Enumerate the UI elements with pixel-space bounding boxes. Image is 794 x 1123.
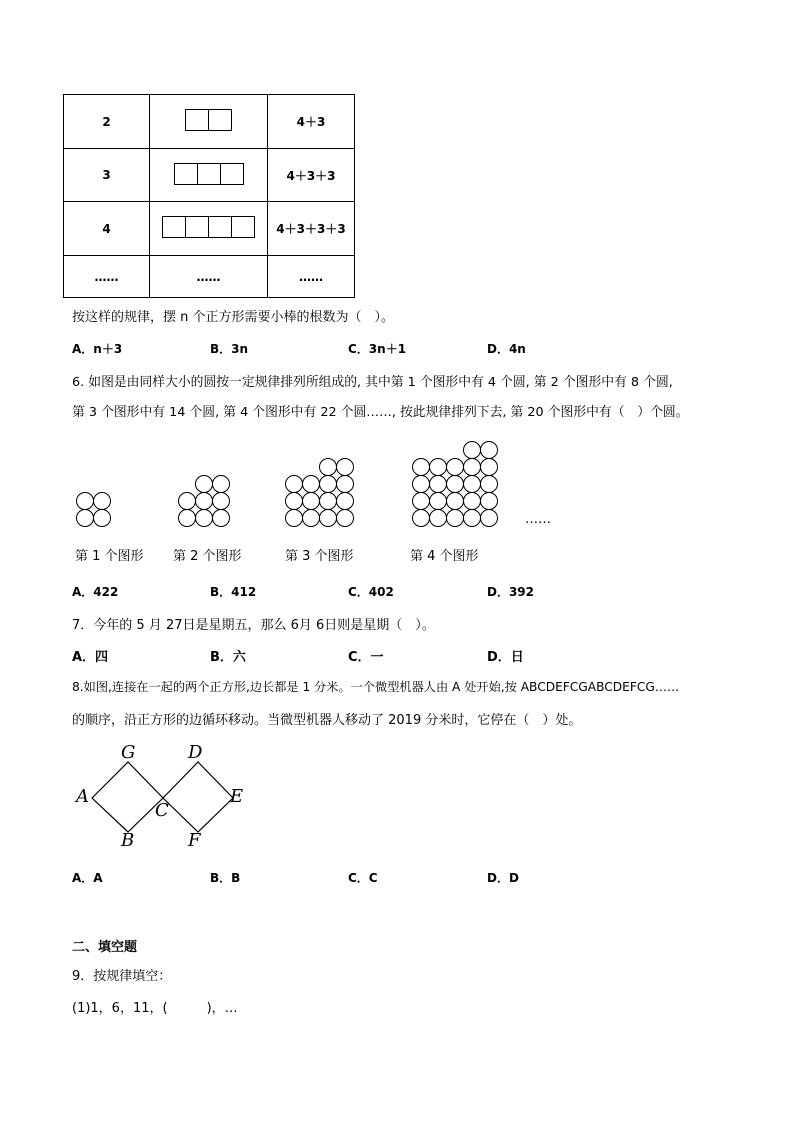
- q8-option-a[interactable]: A．A: [72, 871, 103, 885]
- circle-fig3: [286, 493, 303, 510]
- circle-fig4: [447, 459, 464, 476]
- figure-caption-3: 第 3 个图形: [285, 549, 354, 564]
- table-cell-n: 3: [64, 149, 150, 202]
- square-left: [92, 762, 163, 832]
- circle-fig4: [464, 510, 481, 527]
- table-cell-figure: [150, 149, 268, 202]
- q5-option-a[interactable]: A．n＋3: [72, 342, 123, 356]
- circle-fig4: [430, 510, 447, 527]
- q7-option-c[interactable]: C．一: [348, 650, 384, 665]
- circle-fig2: [196, 493, 213, 510]
- figure-caption-4: 第 4 个图形: [410, 549, 479, 564]
- q5-text: 按这样的规律，摆 n 个正方形需要小棒的根数为（ ）。: [72, 310, 395, 325]
- circle-fig4: [464, 459, 481, 476]
- circle-fig4: [430, 493, 447, 510]
- circle-fig3: [286, 510, 303, 527]
- circle-fig2: [179, 510, 196, 527]
- q5-option-b[interactable]: B．3n: [210, 342, 249, 356]
- circle-fig4: [481, 476, 498, 493]
- circle-fig2: [213, 493, 230, 510]
- table-row: [64, 256, 355, 298]
- q6-option-c[interactable]: C．402: [348, 585, 394, 599]
- circle-fig4: [413, 510, 430, 527]
- squares-figure-4: [162, 216, 255, 238]
- circle-fig3: [337, 493, 354, 510]
- circle-fig3: [337, 459, 354, 476]
- circle-fig3: [286, 476, 303, 493]
- label-c: C: [155, 800, 169, 821]
- circle-fig4: [464, 493, 481, 510]
- circle-fig1: [77, 493, 94, 510]
- circle-fig1: [77, 510, 94, 527]
- circles-figures: [0, 430, 794, 540]
- circle-fig4: [464, 476, 481, 493]
- circle-fig3: [320, 493, 337, 510]
- q7-text: 7．今年的 5 月 27日是星期五，那么 6月 6日则是星期（ ）。: [72, 618, 435, 633]
- squares-figure-2: [185, 109, 232, 131]
- table-row: [64, 149, 355, 202]
- circle-fig3: [337, 510, 354, 527]
- table-cell-expr: 4＋3＋3: [268, 149, 355, 202]
- figure-ellipsis: ……: [525, 512, 551, 527]
- table-cell-n: ……: [64, 256, 150, 298]
- q7-option-b[interactable]: B．六: [210, 650, 246, 665]
- circle-fig2: [213, 476, 230, 493]
- q8-option-d[interactable]: D．D: [487, 871, 519, 885]
- label-g: G: [121, 742, 136, 763]
- table-cell-n: 2: [64, 95, 150, 149]
- q6-option-d[interactable]: D．392: [487, 585, 535, 599]
- circle-fig4: [447, 510, 464, 527]
- squares-figure-3: [174, 163, 244, 185]
- circle-fig4: [481, 493, 498, 510]
- circle-fig4: [481, 442, 498, 459]
- figure-caption-1: 第 1 个图形: [75, 549, 144, 564]
- circle-fig3: [303, 510, 320, 527]
- table-cell-expr: ……: [268, 256, 355, 298]
- q7-option-a[interactable]: A．四: [72, 650, 109, 665]
- table-cell-figure: [150, 95, 268, 149]
- circle-fig2: [196, 510, 213, 527]
- circle-fig4: [447, 476, 464, 493]
- q6-option-a[interactable]: A．422: [72, 585, 119, 599]
- table-row: [64, 95, 355, 149]
- label-a: A: [76, 786, 89, 807]
- circle-fig4: [430, 459, 447, 476]
- table-cell-n: 4: [64, 202, 150, 256]
- circle-fig3: [320, 476, 337, 493]
- label-f: F: [188, 830, 201, 851]
- q6-line2: 第 3 个图形中有 14 个圆, 第 4 个图形中有 22 个圆……, 按此规律排列下去, 第 20 个图形中有（ ）个圆。: [72, 405, 689, 420]
- figure-caption-2: 第 2 个图形: [173, 549, 242, 564]
- q8-option-b[interactable]: B．B: [210, 871, 241, 885]
- table-row: [64, 202, 355, 256]
- table-cell-figure: ……: [150, 256, 268, 298]
- q5-option-c[interactable]: C．3n＋1: [348, 342, 407, 356]
- circle-fig4: [430, 476, 447, 493]
- section-title: 二、填空题: [72, 940, 138, 955]
- circle-fig3: [320, 510, 337, 527]
- circle-fig2: [196, 476, 213, 493]
- q6-line1: 6. 如图是由同样大小的圆按一定规律排列所组成的, 其中第 1 个图形中有 4 个圆, 第 2 个图形中有 8 个圆,: [72, 375, 673, 390]
- q6-option-b[interactable]: B．412: [210, 585, 257, 599]
- circle-fig3: [320, 459, 337, 476]
- q8-option-c[interactable]: C．C: [348, 871, 378, 885]
- pattern-table: [63, 94, 355, 298]
- circle-fig4: [413, 493, 430, 510]
- circle-fig4: [481, 459, 498, 476]
- circle-fig3: [303, 493, 320, 510]
- circle-fig4: [413, 459, 430, 476]
- table-cell-figure: [150, 202, 268, 256]
- square-right: [163, 762, 233, 832]
- table-cell-expr: 4＋3: [268, 95, 355, 149]
- circle-fig2: [179, 493, 196, 510]
- q5-option-d[interactable]: D．4n: [487, 342, 526, 356]
- q9-text: 9．按规律填空：: [72, 969, 172, 984]
- q9-sub1: (1)1，6，11，( )，…: [72, 1001, 238, 1016]
- circle-fig4: [464, 442, 481, 459]
- q8-line1: 8.如图,连接在一起的两个正方形,边长都是 1 分米。一个微型机器人由 A 处开始,按 ABCDEFCGABCDEFCG……: [72, 680, 680, 694]
- circle-fig3: [303, 476, 320, 493]
- circle-fig1: [94, 493, 111, 510]
- label-b: B: [121, 830, 135, 851]
- circle-fig4: [447, 493, 464, 510]
- table-cell-expr: 4＋3＋3＋3: [268, 202, 355, 256]
- circle-fig1: [94, 510, 111, 527]
- label-e: E: [230, 786, 244, 807]
- circle-fig4: [481, 510, 498, 527]
- label-d: D: [188, 742, 203, 763]
- circle-fig4: [413, 476, 430, 493]
- circle-fig3: [337, 476, 354, 493]
- q7-option-d[interactable]: D．日: [487, 650, 524, 665]
- q8-line2: 的顺序，沿正方形的边循环移动。当微型机器人移动了 2019 分米时，它停在（ ）处。: [72, 713, 582, 728]
- circle-fig2: [213, 510, 230, 527]
